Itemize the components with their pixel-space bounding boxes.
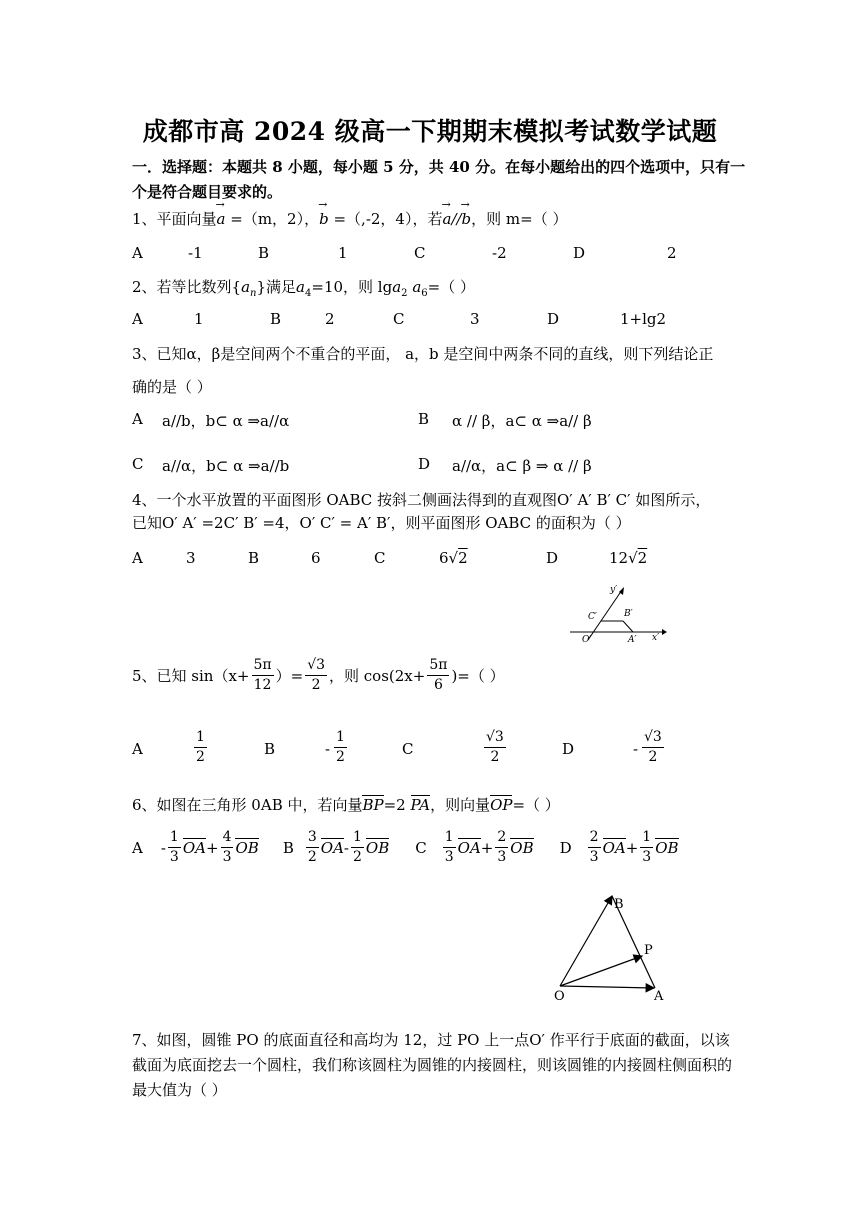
section-heading: 一．选择题：本题共 8 小题，每小题 5 分，共 40 分。在每小题给出的四个选项中，只有一个是符合题目要求的。 xyxy=(132,158,746,201)
vector-OA-line xyxy=(560,986,654,988)
q6-text: 6、如图在三角形 0AB 中，若向量 xyxy=(132,796,363,814)
option-value: 12√2 xyxy=(609,549,648,567)
vector-OP-line xyxy=(560,956,642,986)
denominator: 3 xyxy=(497,849,507,865)
option-label: A xyxy=(132,310,143,328)
q2-text: =（ ） xyxy=(427,278,475,296)
numerator: 1 xyxy=(640,828,653,848)
option-value: α // β，a⊂ α ⇒a// β xyxy=(452,412,592,430)
fraction xyxy=(588,828,601,867)
numerator: 5π xyxy=(252,656,274,676)
option-label: A xyxy=(132,244,143,262)
minus-sign: - xyxy=(160,838,166,857)
fraction xyxy=(334,728,347,767)
vector-OA: OA xyxy=(602,838,626,857)
denominator: 2 xyxy=(648,749,658,765)
radicand: 2 xyxy=(637,549,648,567)
math-var: a xyxy=(296,278,305,296)
math-sub: 4 xyxy=(305,288,312,299)
oblique-projection-figure xyxy=(566,578,676,644)
option-value: 3 xyxy=(470,310,480,328)
triangle-OAB-figure xyxy=(548,886,678,1006)
numerator: √3 xyxy=(642,728,664,748)
label-O: O′ xyxy=(582,635,592,644)
option-value: 1+lg2 xyxy=(620,310,667,328)
option-value: a//α，a⊂ β ⇒ α // β xyxy=(452,457,592,475)
label-P: P xyxy=(644,943,653,958)
option-label: C xyxy=(393,310,405,328)
question-7: 7、如图，圆锥 PO 的底面直径和高均为 12，过 PO 上一点O′ 作平行于底面的截面，以该截面为底面挖去一个圆柱，我们称该圆柱为圆锥的内接圆柱，则该圆锥的内接圆柱侧面积的最大值为（ ） xyxy=(132,1031,733,1099)
denominator: 3 xyxy=(589,849,599,865)
numerator: 1 xyxy=(168,828,181,848)
fraction xyxy=(168,828,181,867)
vector-OB-line xyxy=(560,896,612,986)
option-label: A xyxy=(132,838,143,857)
vector-b: b → xyxy=(462,208,472,230)
vector-OB: OB xyxy=(510,838,534,857)
option-label: B xyxy=(248,549,260,567)
numerator: 1 xyxy=(194,728,207,748)
option-label: C xyxy=(415,838,427,857)
numerator: 2 xyxy=(588,828,601,848)
plus-sign: + xyxy=(205,838,219,857)
denominator: 2 xyxy=(307,849,317,865)
option-label: A xyxy=(132,549,143,567)
denominator: 3 xyxy=(444,849,454,865)
q1-text: =（m，2）， xyxy=(225,210,320,228)
coef: 6 xyxy=(439,549,449,567)
numerator: 5π xyxy=(427,656,449,676)
parallel-symbol: // xyxy=(451,210,462,228)
fraction xyxy=(305,656,327,695)
q2-text: }满足 xyxy=(256,278,297,296)
denominator: 3 xyxy=(169,849,179,865)
page-title: 成都市高 2024 级高一下期期末模拟考试数学试题 xyxy=(142,117,718,146)
numerator: 1 xyxy=(351,828,364,848)
q2-text: 2、若等比数列{ xyxy=(132,278,242,296)
numerator: √3 xyxy=(484,728,506,748)
question-2 xyxy=(132,276,475,305)
question-6 xyxy=(132,794,560,816)
option-label: D xyxy=(562,740,575,758)
numerator: 1 xyxy=(334,728,347,748)
q1-text: =（,-2，4），若 xyxy=(328,210,443,228)
fraction xyxy=(351,828,364,867)
denominator: 3 xyxy=(222,849,232,865)
option-label: A xyxy=(132,410,143,428)
vector-b: b → xyxy=(319,208,329,230)
option-label: B xyxy=(418,410,430,428)
vector-PA: PA xyxy=(410,796,431,814)
label-C: C′ xyxy=(588,612,597,622)
q2-text: =10，则 lg xyxy=(311,278,393,296)
q1-text: ，则 m=（ ） xyxy=(471,210,568,228)
vector-OP: OP xyxy=(490,796,513,814)
numerator: √3 xyxy=(305,656,327,676)
minus-sign: - xyxy=(343,838,349,857)
radicand: 2 xyxy=(458,549,468,567)
vector-a: a → xyxy=(442,208,451,230)
option-label: C xyxy=(374,549,386,567)
segment-BA xyxy=(623,621,633,632)
option-label: B xyxy=(282,838,294,857)
label-A: A′ xyxy=(628,635,637,644)
option-value: 2 xyxy=(325,310,335,328)
label-B: B xyxy=(614,897,624,912)
denominator: 12 xyxy=(253,677,272,693)
denominator: 2 xyxy=(490,749,500,765)
q6-options xyxy=(132,828,679,867)
denominator: 3 xyxy=(642,849,652,865)
vector-OA: OA xyxy=(320,838,344,857)
plus-sign: + xyxy=(625,838,639,857)
option-value: 1 xyxy=(194,310,204,328)
question-5 xyxy=(132,656,505,695)
q5-text: ）= xyxy=(275,666,304,685)
vector-BP: BP xyxy=(362,796,384,814)
option-label: D xyxy=(547,310,560,328)
option-value: 3 xyxy=(186,549,196,567)
question-3-line1: 3、已知α，β是空间两个不重合的平面， a，b 是空间中两条不同的直线，则下列结论正 xyxy=(132,345,714,363)
fraction xyxy=(642,728,664,767)
vector-OB: OB xyxy=(655,838,679,857)
fraction xyxy=(427,656,449,695)
option-label: D xyxy=(418,455,431,473)
q6-text: =2 xyxy=(383,796,411,814)
option-value: -2 xyxy=(492,244,507,262)
question-4-line1: 4、一个水平放置的平面图形 OABC 按斜二侧画法得到的直观图O′ A′ B′ C′ 如图所示， xyxy=(132,491,711,509)
question-3-line2: 确的是（ ） xyxy=(132,378,212,396)
option-value: 1 xyxy=(338,244,348,262)
math-var: a xyxy=(392,278,402,296)
fraction xyxy=(306,828,319,867)
q5-text: 5、已知 sin（x+ xyxy=(132,666,250,685)
option-label: C xyxy=(414,244,426,262)
option-value: -1 xyxy=(188,244,203,262)
denominator: 2 xyxy=(196,749,205,765)
vector-OA: OA xyxy=(182,838,206,857)
fraction xyxy=(495,828,508,867)
option-label: D xyxy=(546,549,559,567)
option-label: A xyxy=(132,740,143,758)
q5-text: ，则 cos(2x+ xyxy=(329,666,426,685)
fraction xyxy=(640,828,653,867)
numerator: 1 xyxy=(443,828,456,848)
option-label: D xyxy=(559,838,572,857)
plus-sign: + xyxy=(480,838,494,857)
minus-sign: - xyxy=(325,740,331,758)
denominator: 2 xyxy=(336,749,345,765)
fraction xyxy=(194,728,207,767)
math-sub: 2 xyxy=(401,288,408,299)
option-value: a//α，b⊂ α ⇒a//b xyxy=(162,457,290,475)
math-var: a xyxy=(412,278,422,296)
math-sub: 6 xyxy=(421,288,428,299)
option-value: 2 xyxy=(667,244,677,262)
option-label: B xyxy=(264,740,276,758)
option-label: B xyxy=(270,310,282,328)
denominator: 2 xyxy=(352,849,362,865)
x-arrowhead xyxy=(662,629,667,635)
fraction xyxy=(252,656,274,695)
option-value: 6√2 xyxy=(439,549,468,567)
numerator: 3 xyxy=(306,828,319,848)
fraction xyxy=(443,828,456,867)
label-O: O xyxy=(554,989,565,1004)
option-label: C xyxy=(402,740,414,758)
label-y: y′ xyxy=(610,585,618,595)
minus-sign: - xyxy=(633,740,639,758)
numerator: 2 xyxy=(495,828,508,848)
vector-OA: OA xyxy=(457,838,481,857)
q1-text: 1、平面向量 xyxy=(132,210,217,228)
math-var: a xyxy=(241,278,251,296)
option-label: D xyxy=(573,244,586,262)
label-x: x′ xyxy=(652,633,660,643)
option-label: C xyxy=(132,455,144,473)
q6-text: ，则向量 xyxy=(430,796,491,814)
label-B: B′ xyxy=(624,609,633,619)
label-A: A xyxy=(654,989,664,1004)
vector-OB: OB xyxy=(365,838,390,857)
q6-text: =（ ） xyxy=(512,796,560,814)
question-1 xyxy=(132,208,568,230)
question-4-line2: 已知O′ A′ =2C′ B′ =4，O′ C′ = A′ B′，则平面图形 OABC 的面积为（ ） xyxy=(132,514,631,532)
fraction xyxy=(221,828,234,867)
option-value: a//b，b⊂ α ⇒a//α xyxy=(162,412,290,430)
denominator: 2 xyxy=(311,677,321,693)
q5-text: )=（ ） xyxy=(451,666,505,685)
coef: 12 xyxy=(609,549,629,567)
vector-OB: OB xyxy=(235,838,259,857)
option-label: B xyxy=(258,244,270,262)
option-value: 6 xyxy=(311,549,321,567)
numerator: 4 xyxy=(221,828,234,848)
fraction xyxy=(484,728,506,767)
math-sub: n xyxy=(250,288,257,299)
vector-a: a → xyxy=(217,208,226,230)
denominator: 6 xyxy=(433,677,443,693)
